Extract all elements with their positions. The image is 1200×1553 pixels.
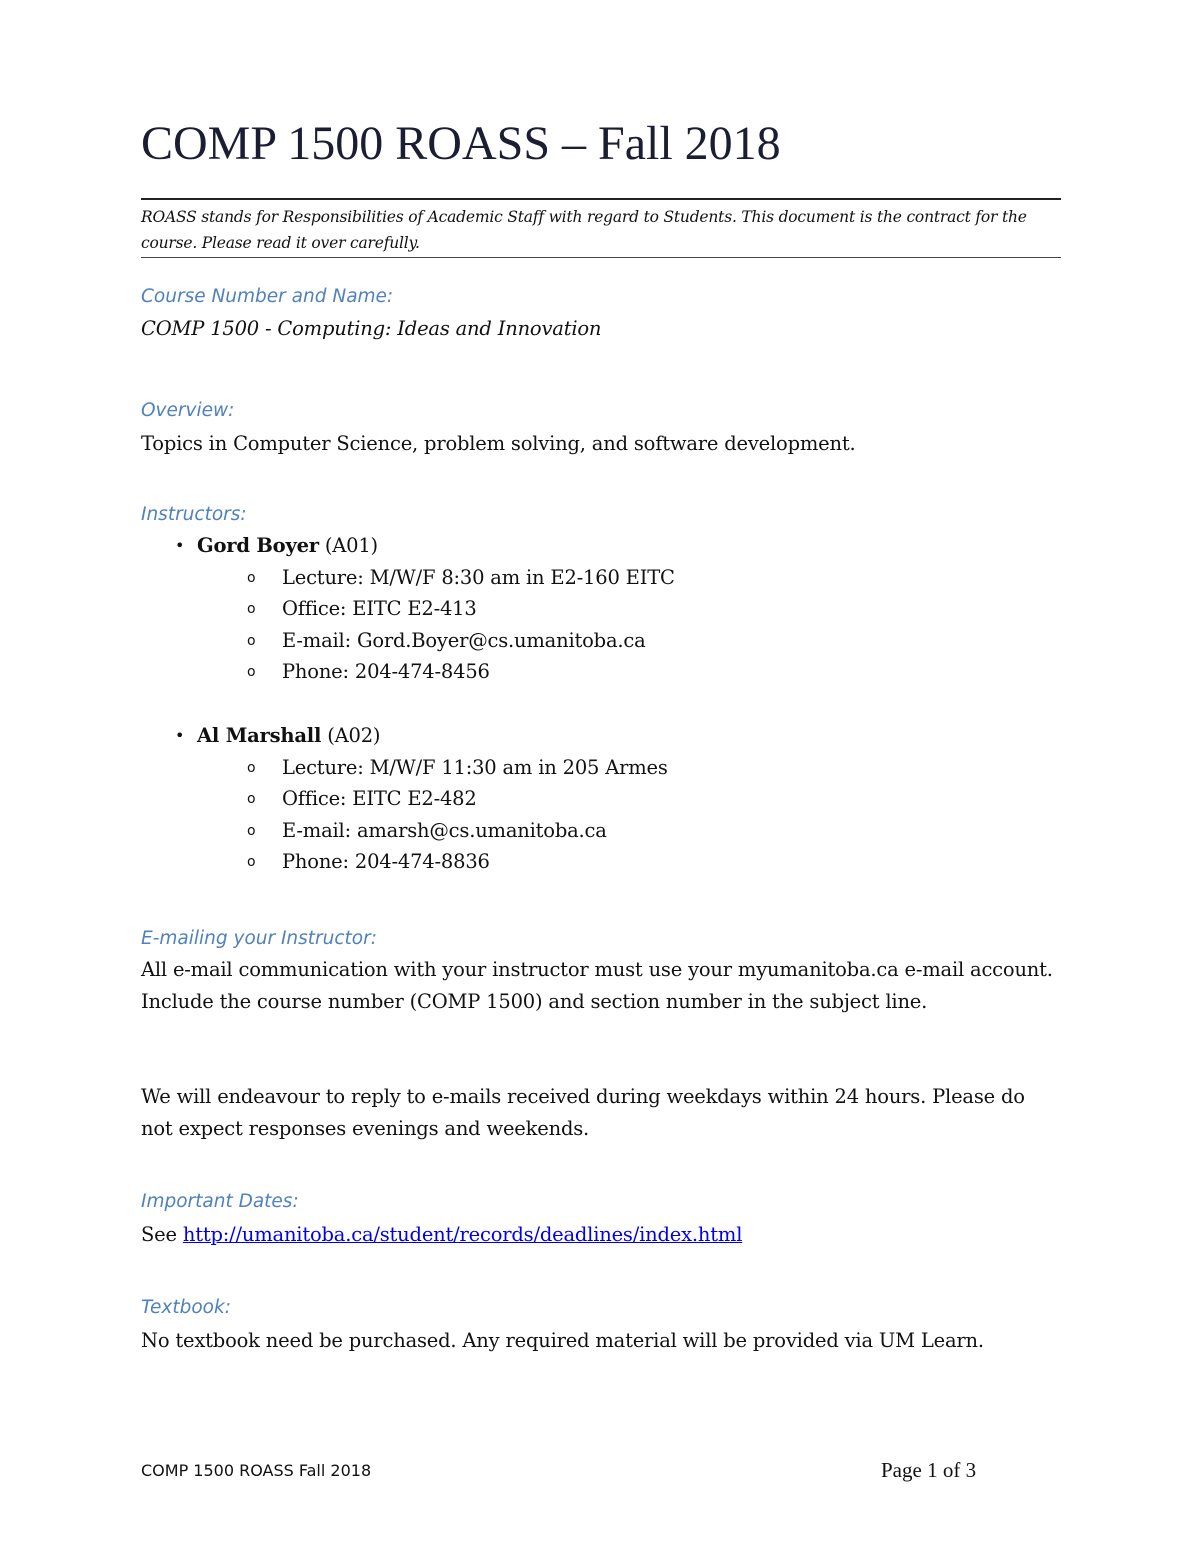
instructor-email: o E-mail: amarsh@cs.umanitoba.ca [141, 815, 1041, 847]
intro-text: ROASS stands for Responsibilities of Academic Staff with regard to Students. This document is the contract for the course. Please read it over carefully. [141, 208, 1027, 252]
instructor-office: o Office: EITC E2-413 [141, 593, 1041, 625]
instructor-entry-gord-boyer [141, 530, 1041, 688]
textbook-text: No textbook need be purchased. Any required material will be provided via UM Learn. [141, 1329, 984, 1352]
course-text: COMP 1500 - Computing: Ideas and Innovation [141, 317, 602, 340]
bullet-marker: • [175, 726, 185, 745]
overview-heading: Overview: [141, 400, 235, 421]
textbook-heading: Textbook: [141, 1297, 231, 1318]
emailing-heading: E-mailing your Instructor: [141, 928, 377, 949]
sub-bullet-marker: o [247, 569, 256, 586]
footer-title: COMP 1500 ROASS Fall 2018 [141, 1461, 372, 1480]
course-heading: Course Number and Name: [141, 286, 394, 307]
overview-text: Topics in Computer Science, problem solving, and software development. [141, 432, 856, 455]
sub-bullet-marker: o [247, 759, 256, 776]
deadlines-link[interactable]: http://umanitoba.ca/student/records/deadlines/index.html [182, 1223, 743, 1246]
dates-prefix: See [141, 1223, 183, 1246]
emailing-paragraph-1: All e-mail communication with your instructor must use your myumanitoba.ca e-mail account. Include the course number (COMP 1500) and section number in the subject line. [141, 958, 1053, 1013]
document-title: COMP 1500 ROASS – Fall 2018 [141, 117, 781, 170]
instructors-heading: Instructors: [141, 504, 247, 525]
instructor-lecture: o Lecture: M/W/F 8:30 am in E2-160 EITC [141, 562, 1041, 594]
instructor-entry-al-marshall [141, 720, 1041, 878]
sub-bullet-marker: o [247, 601, 256, 617]
instructor-name-line [141, 530, 1041, 562]
emailing-paragraph-2: We will endeavour to reply to e-mails received during weekdays within 24 hours. Please do not expect responses evenings and weekends. [141, 1085, 1025, 1140]
dates-heading: Important Dates: [141, 1191, 299, 1212]
page-number: Page 1 of 3 [881, 1458, 977, 1482]
instructor-phone: o Phone: 204-474-8836 [141, 846, 1041, 878]
instructor-office: o Office: EITC E2-482 [141, 783, 1041, 815]
instructor-phone: o Phone: 204-474-8456 [141, 656, 1041, 688]
sub-bullet-marker: o [247, 632, 256, 649]
instructor-lecture: o Lecture: M/W/F 11:30 am in 205 Armes [141, 752, 1041, 784]
dates-text [141, 1219, 1061, 1251]
sub-bullet-marker: o [247, 791, 256, 807]
instructor-name: Al Marshall [197, 724, 322, 747]
instructor-section: (A02) [327, 724, 381, 747]
intro-box [141, 198, 1061, 258]
instructor-name-line [141, 720, 1041, 752]
instructor-section: (A01) [324, 534, 378, 557]
instructor-name: Gord Boyer [197, 534, 319, 557]
sub-bullet-marker: o [247, 822, 256, 839]
sub-bullet-marker: o [247, 664, 256, 680]
instructor-email: o E-mail: Gord.Boyer@cs.umanitoba.ca [141, 625, 1041, 657]
bullet-marker: • [175, 536, 185, 555]
sub-bullet-marker: o [247, 854, 256, 870]
